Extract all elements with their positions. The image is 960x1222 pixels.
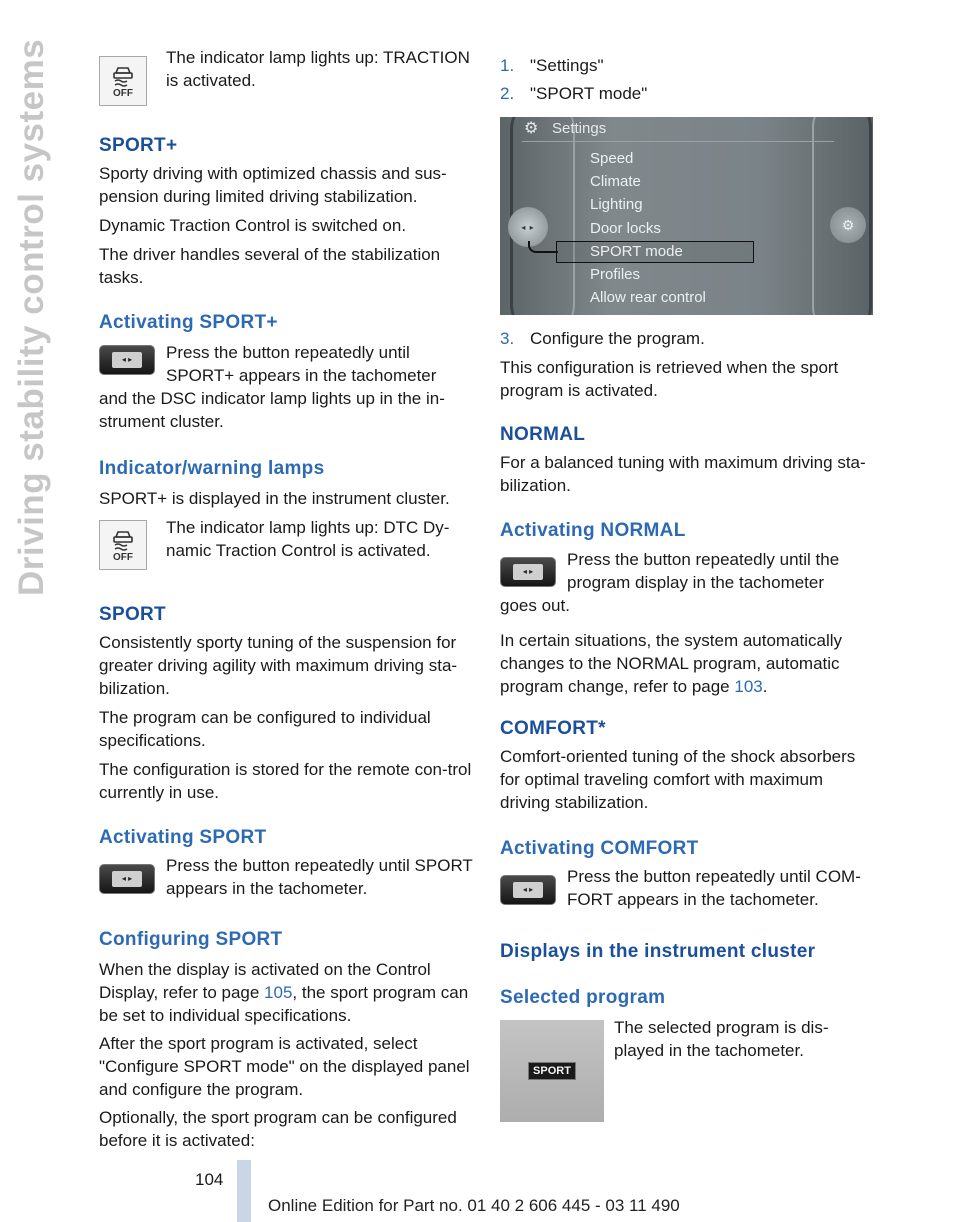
sport-plus-p1: Sporty driving with optimized chassis and sus-pension during limited driving stabilization.	[99, 164, 447, 206]
off-label: OFF	[113, 551, 133, 563]
driving-dynamics-button-icon	[500, 557, 556, 587]
idrive-header	[522, 117, 834, 142]
configuring-sport-p1-text: When the display is activated on the Control Display, refer to page	[99, 960, 431, 1002]
config-note: This configuration is retrieved when the sport program is activated.	[500, 358, 839, 400]
activating-normal-text-b: goes out.	[500, 596, 570, 615]
activating-comfort-text: Press the button repeatedly until COM-FORT appears in the tachometer.	[567, 867, 861, 909]
step-1	[500, 54, 874, 77]
step-text: "Settings"	[530, 56, 604, 75]
selection-pointer	[528, 241, 558, 253]
indicator-lamps-icon-text: The indicator lamp lights up: DTC Dy-namic Traction Control is activated.	[166, 518, 450, 560]
arrows-icon: ◂ ▸	[513, 882, 543, 898]
configuring-sport-p3: Optionally, the sport program can be configured before it is activated:	[99, 1108, 457, 1150]
menu-item-allow-rear-control: Allow rear control	[590, 289, 706, 307]
configuring-sport-p1-text-end: , the sport program can be set to individual specifications.	[99, 983, 469, 1025]
menu-item-climate: Climate	[590, 173, 641, 191]
heading-displays: Displays in the instrument cluster	[500, 941, 816, 962]
activating-normal-text-a: Press the button repeatedly until the program display in the tachometer	[567, 550, 840, 592]
activating-sport-text: Press the button repeatedly until SPORT appears in the tachometer.	[166, 856, 473, 898]
sport-p1: Consistently sporty tuning of the suspension for greater driving agility with maximum driving sta-bilization.	[99, 633, 458, 698]
controller-knob-icon: ◂ ▸	[508, 207, 548, 247]
footer-edition: Online Edition for Part no. 01 40 2 606 445 - 03 11 490	[268, 1196, 680, 1215]
comfort-p1: Comfort-oriented tuning of the shock absorbers for optimal traveling comfort with maximum driving stabilization.	[500, 747, 856, 812]
heading-comfort: COMFORT*	[500, 718, 606, 739]
off-label: OFF	[113, 87, 133, 99]
idrive-menu	[590, 147, 706, 309]
activating-sport-plus-text-a: Press the button repeatedly until SPORT+ appears in the tachometer	[166, 343, 437, 385]
auto-change-text	[500, 629, 874, 698]
step-3	[500, 327, 874, 350]
sport-p2: The program can be configured to individual specifications.	[99, 708, 431, 750]
sport-plus-p3: The driver handles several of the stabilization tasks.	[99, 245, 441, 287]
sport-badge: SPORT	[528, 1062, 576, 1080]
traction-off-icon	[99, 56, 147, 106]
heading-sport: SPORT	[99, 604, 166, 625]
menu-item-lighting: Lighting	[590, 196, 643, 214]
page-number: 104	[195, 1170, 224, 1189]
step-number: 2.	[500, 84, 515, 103]
chapter-side-title: Driving stability control systems	[12, 38, 51, 596]
heading-activating-sport-plus: Activating SPORT+	[99, 312, 278, 333]
driving-dynamics-button-icon	[500, 875, 556, 905]
heading-indicator-lamps: Indicator/warning lamps	[99, 458, 325, 479]
indicator-lamps-p1: SPORT+ is displayed in the instrument cluster.	[99, 489, 450, 508]
auto-change-text-start: In certain situations, the system automatically changes to the NORMAL program, automatic program change, refer to page	[500, 631, 843, 696]
heading-normal: NORMAL	[500, 424, 586, 445]
menu-item-speed: Speed	[590, 150, 634, 167]
page-link-103[interactable]: 103	[734, 677, 763, 696]
step-text: "SPORT mode"	[530, 84, 648, 103]
footer-bar	[237, 1160, 251, 1222]
step-number: 3.	[500, 329, 515, 348]
menu-item-profiles: Profiles	[590, 265, 641, 283]
activating-sport-plus-text-b: and the DSC indicator lamp lights up in the in-strument cluster.	[99, 389, 445, 431]
heading-activating-sport: Activating SPORT	[99, 827, 267, 848]
car-skid-icon	[110, 64, 136, 88]
heading-activating-normal: Activating NORMAL	[500, 520, 686, 541]
tachometer-display-image	[500, 1020, 604, 1122]
menu-item-sport-mode: SPORT mode	[590, 242, 683, 260]
menu-item-door-locks: Door locks	[590, 219, 661, 237]
heading-configuring-sport: Configuring SPORT	[99, 929, 283, 950]
sport-plus-p2: Dynamic Traction Control is switched on.	[99, 216, 407, 235]
page-link-105[interactable]: 105	[264, 983, 293, 1002]
heading-selected-program: Selected program	[500, 987, 666, 1008]
idrive-title: Settings	[552, 120, 607, 137]
arrows-icon: ◂ ▸	[112, 352, 142, 368]
settings-knob-icon: ⚙	[830, 207, 866, 243]
sport-p3: The configuration is stored for the remote con-trol currently in use.	[99, 760, 472, 802]
heading-activating-comfort: Activating COMFORT	[500, 838, 699, 859]
traction-text: The indicator lamp lights up: TRACTION is activated.	[166, 48, 470, 90]
arrows-icon: ◂ ▸	[112, 871, 142, 887]
arrows-icon: ◂ ▸	[513, 564, 543, 580]
selected-program-text: The selected program is dis-played in the tachometer.	[614, 1018, 829, 1060]
step-text: Configure the program.	[530, 329, 705, 348]
step-number: 1.	[500, 56, 515, 75]
auto-change-text-end: .	[762, 677, 768, 696]
idrive-settings-screenshot	[500, 117, 873, 315]
driving-dynamics-button-icon	[99, 864, 155, 894]
configuring-sport-p2: After the sport program is activated, select "Configure SPORT mode" on the displayed panel and configure the program.	[99, 1034, 470, 1099]
step-2	[500, 82, 874, 105]
driving-dynamics-button-icon	[99, 345, 155, 375]
heading-sport-plus: SPORT+	[99, 135, 178, 156]
dtc-off-icon	[99, 520, 147, 570]
configuring-sport-p1	[99, 958, 475, 1027]
car-skid-icon	[110, 528, 136, 552]
gear-icon: ⚙	[524, 120, 539, 137]
normal-p1: For a balanced tuning with maximum driving sta-bilization.	[500, 453, 866, 495]
